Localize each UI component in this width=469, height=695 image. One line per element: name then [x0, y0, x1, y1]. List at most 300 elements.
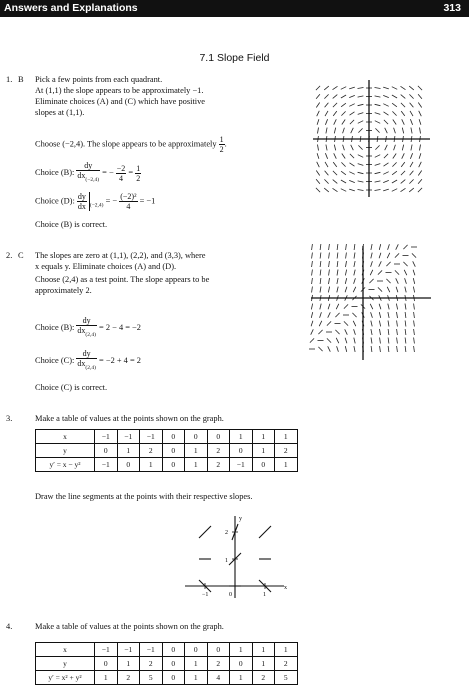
fraction-numerator: dy — [76, 316, 97, 326]
slope-segment — [328, 312, 331, 317]
slope-segment — [317, 162, 320, 167]
table-cell: 1 — [185, 458, 208, 472]
slope-segment — [371, 312, 373, 318]
fraction-denominator — [76, 171, 100, 185]
table-cell: 1 — [117, 657, 140, 671]
y-axis-label: y — [239, 516, 242, 522]
slope-segment — [386, 279, 390, 283]
slope-segment — [370, 304, 373, 309]
table-cell: 1 — [185, 444, 208, 458]
slope-segment — [353, 321, 356, 326]
table-cell: 0 — [162, 643, 185, 657]
table-cell: 0 — [162, 671, 185, 685]
slope-segment — [324, 94, 328, 98]
slope-segment — [327, 338, 331, 342]
problem-1-line-3: Eliminate choices (A) and (C) which have positive — [35, 97, 206, 106]
fraction-numerator: −2 — [116, 163, 126, 173]
slope-segment — [402, 145, 403, 151]
choice-c-label: Choice (C): — [35, 355, 75, 365]
table-cell: 1 — [95, 671, 118, 685]
slope-segment — [401, 171, 405, 175]
slope-segment — [384, 163, 389, 166]
table-cell: 0 — [207, 643, 230, 657]
slope-segment — [371, 321, 372, 327]
slope-segment — [318, 347, 322, 351]
derivative-fraction — [76, 161, 100, 185]
slope-segment — [358, 104, 364, 105]
slope-segment — [337, 261, 338, 267]
table-cell: 5 — [140, 671, 163, 685]
slope-segment — [411, 128, 412, 134]
slope-segment — [329, 244, 330, 250]
table-cell: 1 — [230, 430, 253, 444]
problem-2-choice-c — [35, 349, 141, 373]
slope-segment — [394, 145, 396, 151]
table-cell: 1 — [117, 444, 140, 458]
fraction-denominator: dx — [77, 202, 86, 211]
slope-segment — [353, 287, 356, 292]
slope-segment — [410, 171, 414, 176]
slope-segment — [386, 262, 390, 266]
slope-segment — [328, 346, 331, 351]
table-row — [36, 444, 298, 458]
slope-segment — [349, 104, 354, 107]
slope-segment — [388, 338, 389, 344]
slope-segment — [333, 171, 337, 175]
fraction-denominator: 4 — [119, 173, 124, 183]
table-cell: 1 — [275, 643, 298, 657]
slope-segment — [337, 253, 338, 259]
dx-text: dx — [77, 171, 86, 180]
slope-segment — [418, 188, 422, 192]
fraction-numerator: 1 — [136, 163, 141, 173]
slope-segment — [418, 94, 422, 99]
slope-segment — [318, 330, 322, 334]
slope-segment — [402, 153, 405, 158]
slope-segment — [387, 287, 390, 292]
slope-segment — [316, 171, 319, 176]
slope-segment — [402, 128, 403, 134]
table-cell: 1 — [230, 671, 253, 685]
slope-segment — [334, 128, 335, 134]
slope-segment — [392, 180, 397, 183]
slope-segment — [383, 189, 389, 191]
table-cell: 0 — [185, 643, 208, 657]
slope-segment — [352, 313, 356, 317]
slope-segment — [334, 153, 337, 158]
slope-segment — [337, 244, 338, 250]
fraction-denominator — [76, 359, 97, 373]
slope-segment — [341, 95, 346, 98]
slope-segment — [350, 120, 354, 124]
problem-3-table — [35, 429, 298, 472]
slope-segment — [405, 278, 407, 284]
tick-label: 1 — [225, 558, 228, 564]
equals-text: = — [128, 167, 134, 177]
slope-segment — [375, 96, 381, 97]
table-cell: 0 — [207, 430, 230, 444]
row-header: x — [36, 643, 95, 657]
slope-segment — [358, 96, 364, 97]
slope-segment — [336, 304, 339, 309]
result-text: = −2 + 4 = 2 — [99, 355, 141, 365]
slope-segment — [413, 287, 414, 293]
slope-segment — [385, 128, 388, 133]
derivative-fraction — [76, 349, 97, 373]
slope-segment — [350, 154, 354, 158]
table-cell: 2 — [207, 444, 230, 458]
table-cell: 1 — [252, 444, 275, 458]
slope-segment — [311, 304, 312, 310]
slope-segment — [380, 338, 381, 344]
slope-segment — [333, 111, 337, 116]
problem-1-choose-fraction — [219, 135, 225, 154]
table-cell: 1 — [275, 430, 298, 444]
problem-2-line-2: x equals y. Eliminate choices (A) and (D). — [35, 262, 177, 271]
slope-segment — [354, 346, 355, 352]
slope-segment — [343, 128, 345, 134]
slope-segment — [397, 312, 398, 318]
problem-2-line-4: approximately 2. — [35, 286, 92, 295]
problem-1-line-2: At (1,1) the slope appears to be approximately −1. — [35, 86, 204, 95]
slope-segment — [311, 312, 312, 318]
tick-label: 1 — [263, 592, 266, 598]
page-number: 313 — [443, 2, 461, 14]
slope-segment — [375, 121, 380, 124]
table-cell: 1 — [252, 430, 275, 444]
slope-segment — [383, 104, 388, 107]
slope-segment — [401, 95, 406, 99]
problem-1-conclusion: Choice (B) is correct. — [35, 220, 108, 229]
slope-segment — [345, 278, 346, 284]
slope-segment — [327, 321, 331, 325]
table-cell: 2 — [207, 657, 230, 671]
result-fraction — [135, 164, 141, 183]
slope-segment — [319, 321, 322, 326]
slope-segment — [346, 244, 347, 250]
slope-segment — [349, 87, 355, 89]
slope-segment — [354, 278, 356, 284]
fraction-denominator: 2 — [219, 145, 224, 154]
slope-segment — [397, 346, 398, 352]
slope-segment — [413, 278, 414, 284]
slope-segment — [320, 312, 322, 318]
row-header: x — [36, 430, 95, 444]
slope-segment — [320, 261, 321, 267]
slope-segment — [395, 253, 399, 257]
slope-segment — [320, 244, 321, 250]
slope-segment — [341, 162, 345, 166]
slope-segment — [369, 279, 373, 283]
table-row — [36, 430, 298, 444]
slope-segment — [354, 261, 355, 267]
segment — [259, 526, 271, 538]
slope-segment — [383, 172, 388, 175]
slope-segment — [341, 189, 346, 192]
slope-segment — [384, 112, 389, 115]
slope-segment — [414, 338, 415, 344]
slope-segment — [405, 346, 406, 352]
slope-segment — [420, 145, 421, 151]
slope-segment — [358, 128, 362, 132]
table-cell: 1 — [140, 458, 163, 472]
slope-segment — [383, 180, 389, 182]
slope-segment — [384, 154, 388, 158]
slope-segment — [325, 162, 328, 167]
slope-segment — [401, 188, 406, 191]
table-cell: −1 — [117, 430, 140, 444]
slope-segment — [419, 119, 421, 125]
slope-segment — [414, 304, 415, 310]
slope-segment — [414, 321, 415, 327]
slope-segment — [350, 112, 355, 115]
slope-segment — [409, 188, 414, 192]
slope-segment — [392, 171, 397, 175]
slope-segment — [397, 329, 398, 335]
slope-segment — [312, 287, 313, 293]
slope-segment — [310, 338, 314, 342]
slope-segment — [335, 313, 339, 317]
slope-segment — [358, 88, 364, 89]
slope-segment — [371, 346, 372, 352]
slope-segment — [378, 270, 382, 274]
slope-segment — [342, 154, 345, 159]
table-cell: 1 — [185, 657, 208, 671]
slope-segment — [312, 244, 313, 250]
slope-segment — [375, 181, 381, 182]
table-cell: −1 — [95, 643, 118, 657]
slope-segment — [420, 128, 421, 134]
table-cell: −1 — [140, 430, 163, 444]
table-row — [36, 643, 298, 657]
slope-segment — [375, 113, 381, 115]
slope-segment — [412, 253, 416, 257]
slope-segment — [344, 304, 348, 308]
dx-text: dx — [77, 359, 86, 368]
slope-segment — [387, 253, 390, 258]
slope-segment — [392, 87, 397, 90]
problem-2-choice-b — [35, 316, 141, 340]
slope-segment — [375, 128, 379, 132]
slope-segment — [419, 111, 422, 116]
slope-segment — [379, 253, 381, 259]
slope-segment — [388, 346, 389, 352]
slope-segment — [409, 86, 414, 90]
segment — [199, 526, 211, 538]
slope-segment — [375, 155, 380, 158]
slope-segment — [385, 145, 388, 150]
slope-segment — [358, 155, 363, 158]
choice-d-label: Choice (D): — [35, 196, 75, 206]
slope-segment — [375, 190, 381, 191]
row-header: y′ = x² + y² — [36, 671, 95, 685]
table-cell: 0 — [95, 444, 118, 458]
slope-segment — [345, 329, 348, 334]
section-title: 7.1 Slope Field — [199, 52, 270, 64]
slope-segment — [336, 338, 339, 343]
slope-segment — [328, 287, 329, 293]
derivative-fraction — [76, 316, 97, 340]
slope-segment — [325, 171, 329, 176]
slope-segment — [333, 162, 337, 167]
slope-segment — [341, 111, 345, 115]
slope-segment — [410, 162, 413, 167]
table-cell: 1 — [230, 643, 253, 657]
slope-segment — [334, 145, 335, 151]
slope-segment — [354, 329, 356, 335]
slope-segment — [375, 104, 381, 105]
slope-segment — [401, 86, 406, 89]
slope-segment — [333, 86, 338, 89]
slope-segment — [312, 253, 313, 259]
slope-segment — [329, 270, 330, 276]
slope-segment — [351, 128, 354, 133]
table-row — [36, 671, 298, 685]
slope-segment — [419, 153, 421, 159]
problem-2-number: 2. — [6, 251, 13, 260]
problem-2-answer: C — [18, 251, 24, 260]
slope-segment — [410, 111, 413, 116]
slope-segment — [318, 128, 319, 134]
slope-segment — [341, 103, 346, 107]
result-text: = −1 — [139, 196, 156, 206]
table-cell: 0 — [162, 444, 185, 458]
table-cell: −1 — [117, 643, 140, 657]
slope-segment — [318, 145, 319, 151]
slope-segment — [397, 338, 398, 344]
table-cell: 0 — [95, 657, 118, 671]
slope-segment — [388, 304, 389, 310]
evaluation-point: (−2,4) — [85, 177, 100, 183]
slope-segment — [341, 171, 346, 175]
slope-segment — [350, 163, 355, 166]
slope-segment — [351, 145, 354, 150]
slope-segment — [379, 321, 380, 327]
slope-segment — [403, 262, 407, 266]
table-row — [36, 657, 298, 671]
slope-segment — [320, 278, 321, 284]
slope-segment — [371, 253, 372, 259]
problem-1-answer: B — [18, 75, 24, 84]
slope-segment — [329, 253, 330, 259]
slope-segment — [396, 304, 397, 310]
slope-segment — [354, 270, 355, 276]
result-text: = 2 − 4 = −2 — [99, 322, 141, 332]
slope-segment — [325, 103, 329, 108]
slope-segment — [311, 321, 313, 327]
slope-segment — [354, 253, 355, 259]
slope-segment — [316, 179, 320, 184]
tick-label: 2 — [225, 530, 228, 536]
table-cell: 2 — [207, 458, 230, 472]
slope-segment — [371, 338, 372, 344]
slope-segment — [403, 245, 407, 249]
slope-segment — [411, 145, 412, 151]
slope-segment — [358, 121, 363, 124]
table-cell: 2 — [117, 671, 140, 685]
row-header: y′ = x − y² — [36, 458, 95, 472]
slope-segment — [410, 119, 412, 125]
tick-label: −1 — [202, 592, 209, 598]
table-cell: 0 — [117, 458, 140, 472]
slope-segment — [393, 154, 396, 159]
problem-1-number: 1. — [6, 75, 13, 84]
table-cell: 1 — [252, 643, 275, 657]
evaluation-point: (−2,4) — [89, 202, 104, 209]
evaluation-point: (2,4) — [85, 365, 96, 371]
slope-segment — [320, 253, 321, 259]
slope-segment — [392, 162, 396, 166]
choice-b-label: Choice (B): — [35, 322, 75, 332]
slope-segment — [380, 329, 381, 335]
problem-3-intro: Make a table of values at the points shown on the graph. — [35, 414, 224, 423]
slope-segment — [405, 312, 406, 318]
slope-segment — [343, 145, 345, 151]
slope-segment — [404, 270, 407, 275]
table-cell: 0 — [162, 657, 185, 671]
problem-2-line-1: The slopes are zero at (1,1), (2,2), and (3,3), where — [35, 251, 206, 260]
fraction-numerator: (−2)² — [120, 192, 137, 201]
slope-segment — [326, 145, 327, 151]
slope-segment — [402, 119, 405, 124]
slope-segment — [413, 261, 416, 266]
slope-segment — [341, 180, 346, 183]
table-cell: 2 — [252, 671, 275, 685]
slope-segment — [375, 145, 379, 149]
slope-segment — [401, 180, 406, 184]
dx-text: dx — [77, 326, 86, 335]
slope-segment — [324, 179, 328, 183]
slope-segment — [325, 111, 328, 116]
problem-1-choose: Choose (−2,4). The slope appears to be approximately $\frac{1}{2}$ . — [35, 135, 227, 154]
problem-3-draw-text: Draw the line segments at the points with their respective slopes. — [35, 492, 253, 501]
tick-label: 0 — [229, 592, 232, 598]
slope-segment — [418, 171, 421, 176]
slope-segment — [329, 261, 330, 267]
slope-segment — [405, 304, 406, 310]
slope-segment — [317, 119, 319, 125]
table-cell: 0 — [230, 657, 253, 671]
slope-segment — [333, 95, 338, 99]
slope-segment — [358, 145, 362, 149]
slope-segment — [405, 329, 406, 335]
slope-segment — [379, 312, 380, 318]
slope-segment — [379, 244, 380, 250]
slope-segment — [335, 330, 339, 334]
slope-segment — [418, 103, 421, 108]
problem-1-choose-text: Choose (−2,4). The slope appears to be approximately — [35, 139, 217, 149]
problem-4-table — [35, 642, 298, 685]
slope-segment — [371, 244, 372, 250]
slope-segment — [388, 244, 390, 250]
table-cell: −1 — [140, 643, 163, 657]
slope-segment — [395, 270, 399, 274]
slope-segment — [371, 261, 373, 267]
slope-segment — [396, 278, 399, 283]
problem-1-choice-d — [35, 192, 155, 211]
slope-segment — [320, 270, 321, 276]
slope-segment — [401, 103, 405, 107]
slope-segment — [370, 270, 373, 275]
table-cell: 0 — [252, 458, 275, 472]
problem-2-line-3: Choose (2,4) as a test point. The slope appears to be — [35, 275, 210, 284]
running-title: Answers and Explanations — [4, 2, 138, 14]
x-axis-label: x — [284, 585, 287, 591]
slope-segment — [328, 304, 330, 310]
slope-segment — [317, 111, 320, 116]
slope-segment — [337, 346, 339, 352]
slope-segment — [392, 189, 397, 192]
